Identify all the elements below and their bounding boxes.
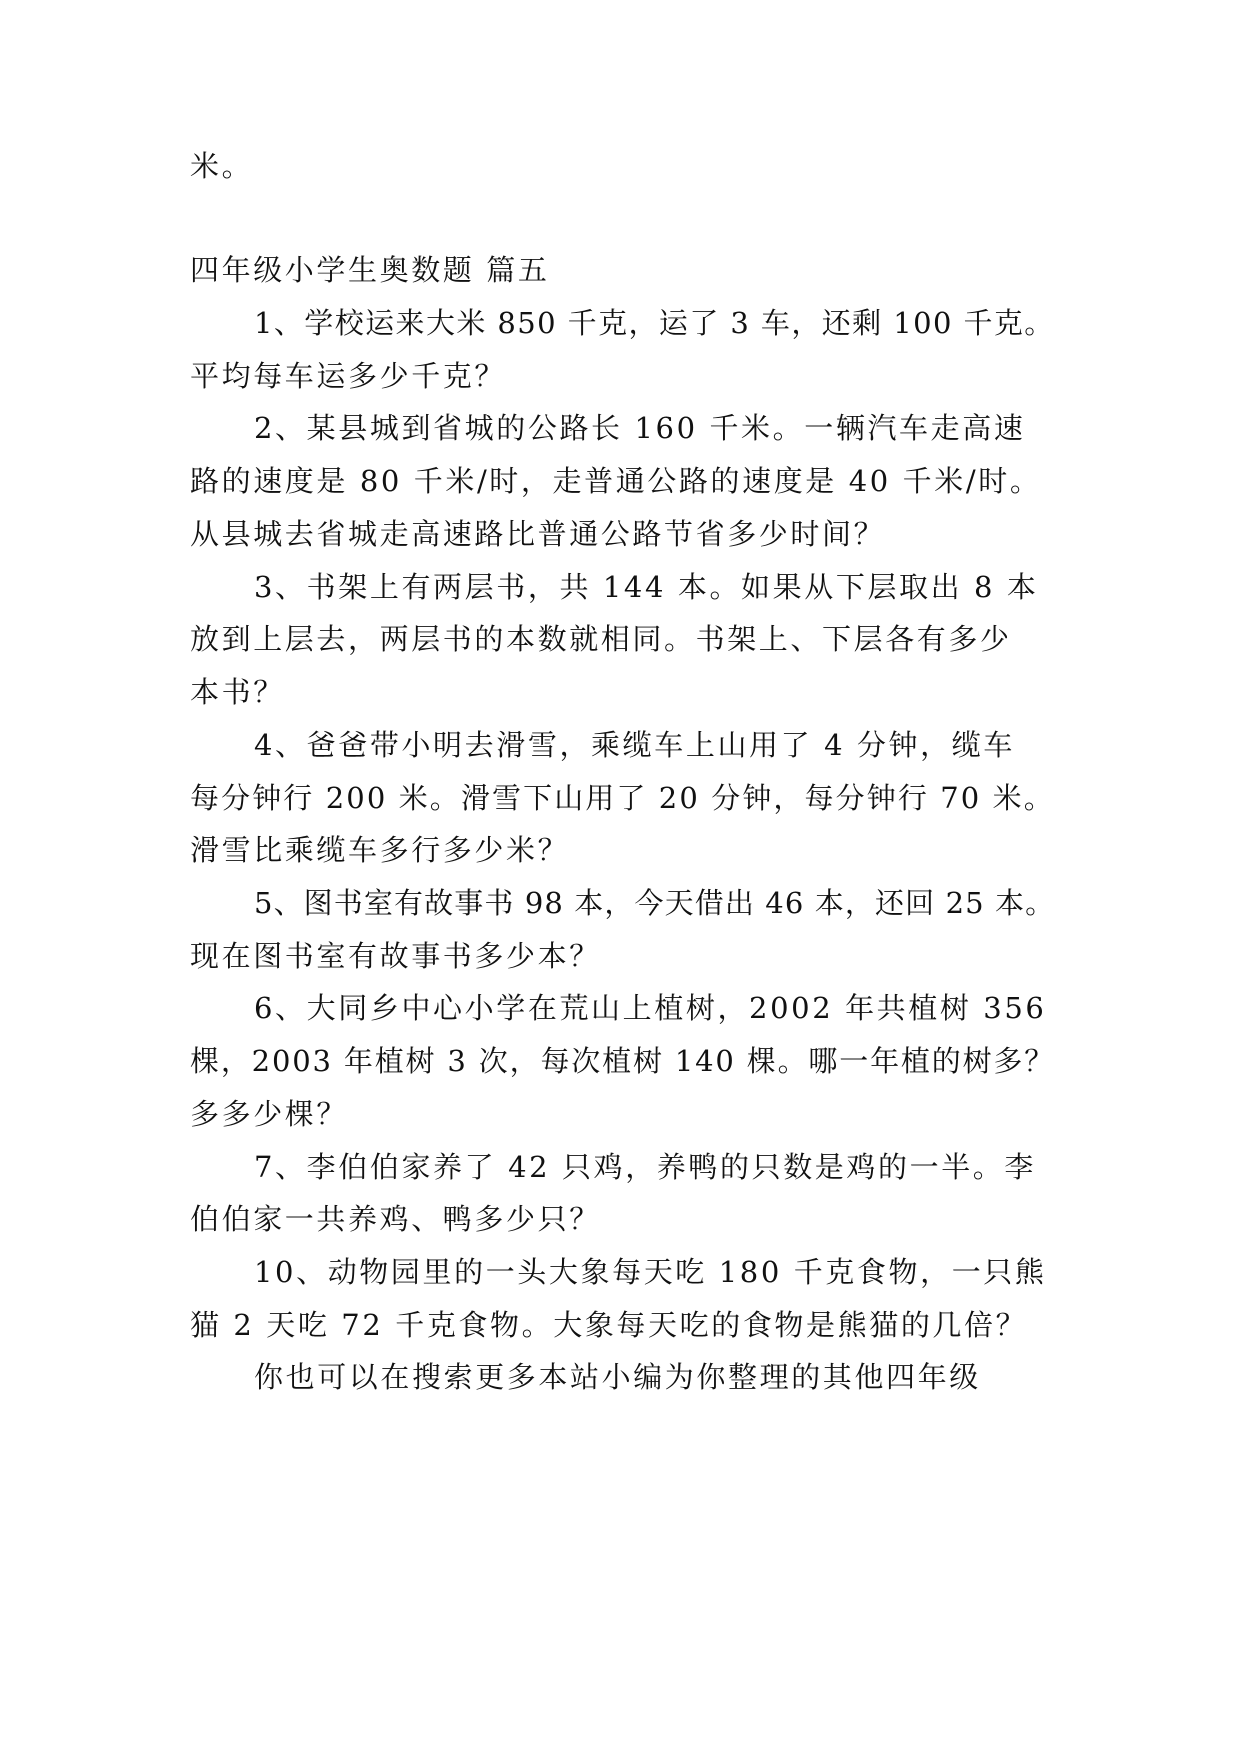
continuation-text: 米。 [190, 149, 254, 183]
problem-3-line-1: 3、书架上有两层书，共 144 本。如果从下层取出 8 本 [254, 570, 1039, 604]
section-title: 四年级小学生奥数题 篇五 [190, 253, 550, 287]
problem-6-line-1: 6、大同乡中心小学在荒山上植树，2002 年共植树 356 [254, 991, 1047, 1025]
problem-4-line-2: 每分钟行 200 米。滑雪下山用了 20 分钟，每分钟行 70 米。 [190, 781, 1055, 815]
problem-7-line-2: 伯伯家一共养鸡、鸭多少只？ [190, 1202, 601, 1236]
problem-10-line-1: 10、动物园里的一头大象每天吃 180 千克食物，一只熊 [254, 1255, 1047, 1289]
problem-2-line-1: 2、某县城到省城的公路长 160 千米。一辆汽车走高速 [254, 411, 1026, 445]
problem-6-line-2: 棵，2003 年植树 3 次，每次植树 140 棵。哪一年植的树多？ [190, 1044, 1056, 1078]
problem-2-line-3: 从县城去省城走高速路比普通公路节省多少时间？ [190, 517, 886, 551]
problem-7-line-1: 7、李伯伯家养了 42 只鸡，养鸭的只数是鸡的一半。李 [254, 1150, 1036, 1184]
problem-4-line-1: 4、爸爸带小明去滑雪，乘缆车上山用了 4 分钟，缆车 [254, 728, 1015, 762]
problem-10-line-2: 猫 2 天吃 72 千克食物。大象每天吃的食物是熊猫的几倍？ [190, 1308, 1028, 1342]
problem-3-line-2: 放到上层去，两层书的本数就相同。书架上、下层各有多少 [190, 622, 1012, 656]
problem-3-line-3: 本书？ [190, 675, 285, 709]
problem-5-line-1: 5、图书室有故事书 98 本，今天借出 46 本，还回 25 本。 [254, 886, 1056, 920]
problem-6-line-3: 多多少棵？ [190, 1097, 349, 1131]
problem-1-line-2: 平均每车运多少千克？ [190, 359, 507, 393]
problem-5-line-2: 现在图书室有故事书多少本？ [190, 939, 601, 973]
problem-4-line-3: 滑雪比乘缆车多行多少米？ [190, 833, 570, 867]
problem-2-line-2: 路的速度是 80 千米/时，走普通公路的速度是 40 千米/时。 [190, 464, 1042, 498]
problem-1-line-1: 1、学校运来大米 850 千克，运了 3 车，还剩 100 千克。 [254, 306, 1055, 340]
closing-text: 你也可以在搜索更多本站小编为你整理的其他四年级 [254, 1360, 981, 1394]
